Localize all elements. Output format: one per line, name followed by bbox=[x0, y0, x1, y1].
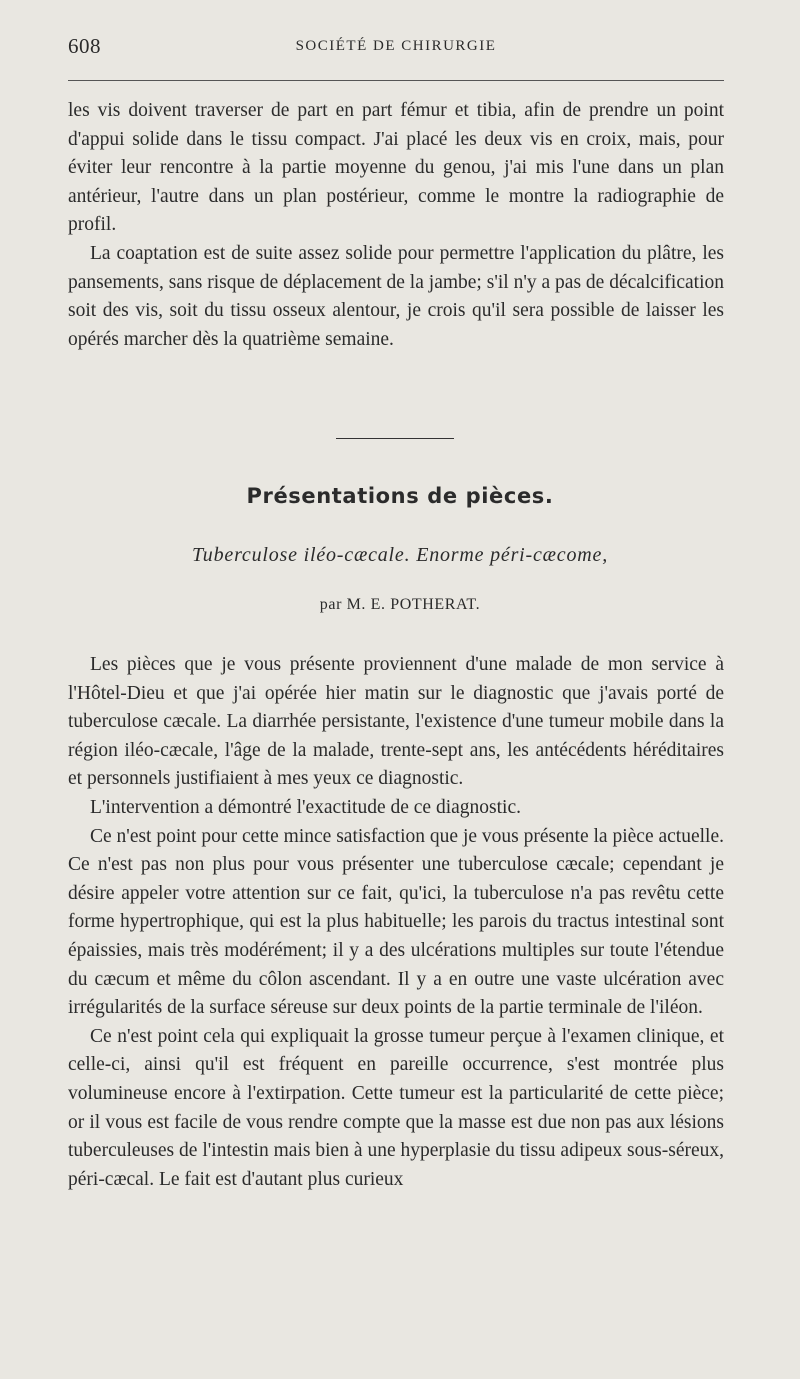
paragraph: les vis doivent traverser de part en part fémur et tibia, afin de prendre un point d'appui solide dans le tissu compact. J'ai placé les deux vis en croix, mais, pour éviter leur rencontre à la partie moyenne du genou, j'ai mis l'une dans un plan antérieur, l'autre dans un plan postérieur, comme le montre la radiographie de profil. bbox=[68, 100, 724, 236]
header-rule bbox=[68, 80, 724, 81]
running-head: SOCIÉTÉ DE CHIRURGIE bbox=[295, 38, 497, 54]
section-separator bbox=[336, 438, 454, 439]
article-body bbox=[68, 651, 724, 1194]
paragraph: Ce n'est point cela qui expliquait la grosse tumeur perçue à l'examen clinique, et celle-ci, ainsi qu'il est fréquent en pareille occurrence, s'est montrée plus volumineuse encore à l'extirpation. Cette tumeur est la particularité de cette pièce; or il vous est facile de vous rendre compte que la masse est due non pas aux lésions tuberculeuses de l'intestin mais bien à une hyperplasie du tissu adipeux sous-séreux, péri-cæcal. Le fait est d'autant plus curieux bbox=[68, 1025, 724, 1190]
author-byline: par M. E. POTHERAT. bbox=[319, 596, 481, 613]
paragraph: L'intervention a démontré l'exactitude de ce diagnostic. bbox=[90, 796, 521, 818]
paragraph: Les pièces que je vous présente proviennent d'une malade de mon service à l'Hôtel-Dieu et que j'ai opérée hier matin sur le diagnostic que j'avais porté de tuberculose cæcale. La diarrhée persistante, l'existence d'une tumeur mobile dans la région iléo-cæcale, l'âge de la malade, trente-sept ans, les antécédents héréditaires et personnels justifiaient à mes yeux ce diagnostic. bbox=[68, 654, 724, 790]
paragraph: La coaptation est de suite assez solide pour permettre l'application du plâtre, les pansements, sans risque de déplacement de la jambe; s'il n'y a pas de décalcification soit des vis, soit du tissu osseux alentour, je crois qu'il sera possible de laisser les opérés marcher dès la quatrième semaine. bbox=[68, 242, 724, 350]
article-title: Tuberculose iléo-cæcale. Enorme péri-cæcome, bbox=[191, 544, 609, 566]
intro-text bbox=[68, 97, 724, 354]
page-number: 608 bbox=[68, 34, 101, 58]
page-header bbox=[68, 34, 724, 64]
paragraph: Ce n'est point pour cette mince satisfaction que je vous présente la pièce actuelle. Ce n'est pas non plus pour vous présenter une tuberculose cæcale; cependant je désire appeler votre attention sur ce fait, qu'ici, la tuberculose n'a pas revêtu cette forme hypertrophique, qui est la plus habituelle; les parois du tractus intestinal sont épaissies, mais très modérément; il y a des ulcérations multiples sur toute l'étendue du cæcum et même du côlon ascendant. Il y a en outre une vaste ulcération avec irrégularités de la surface séreuse sur deux points de la partie terminale de l'iléon. bbox=[68, 825, 724, 1019]
section-title: Présentations de pièces. bbox=[246, 484, 554, 508]
